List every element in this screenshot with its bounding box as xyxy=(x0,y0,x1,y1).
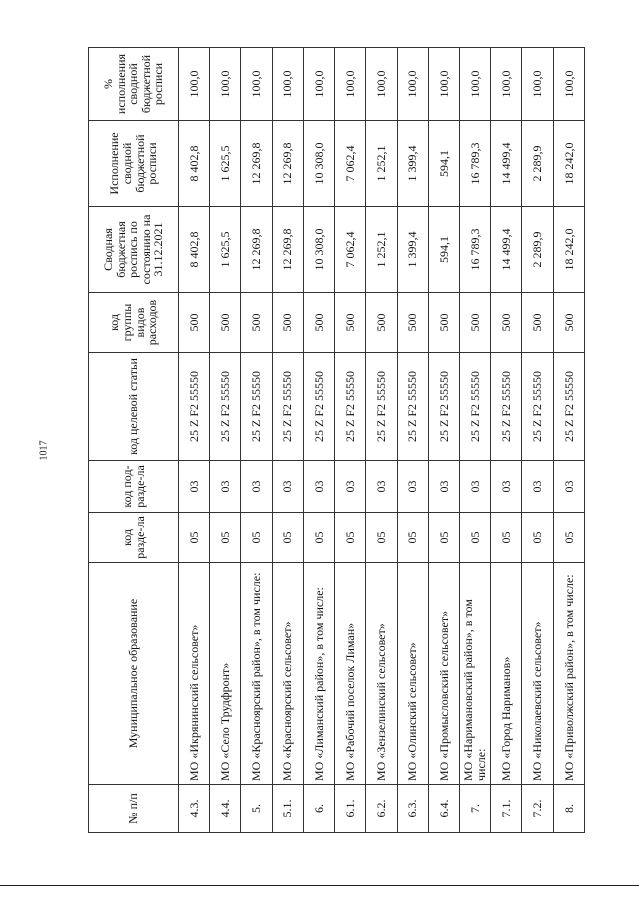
municipality: МО «Красноярский район», в том числе: xyxy=(241,563,272,785)
podrazdel: 03 xyxy=(303,461,334,513)
podrazdel: 03 xyxy=(491,461,522,513)
municipality: МО «Город Нариманов» xyxy=(491,563,522,785)
municipality: МО «Олинский сельсовет» xyxy=(397,563,428,785)
row-num: 6.2. xyxy=(366,785,397,833)
header-num: № п/п xyxy=(89,785,179,833)
table-row xyxy=(553,48,584,833)
pct-value: 100,0 xyxy=(366,48,397,121)
group-code: 500 xyxy=(522,293,553,353)
podrazdel: 03 xyxy=(241,461,272,513)
target-code: 25 Z F2 55550 xyxy=(241,353,272,461)
exec-value: 7 062,4 xyxy=(335,121,366,207)
razdel: 05 xyxy=(366,513,397,563)
table-row xyxy=(459,48,490,833)
group-code: 500 xyxy=(335,293,366,353)
row-num: 5.1. xyxy=(272,785,303,833)
podrazdel: 03 xyxy=(179,461,210,513)
header-pct: % исполнения сводной бюджетной росписи xyxy=(89,48,179,121)
podrazdel: 03 xyxy=(553,461,584,513)
plan-value: 2 289,9 xyxy=(522,207,553,293)
header-razdel: код разде-ла xyxy=(89,513,179,563)
table-row xyxy=(522,48,553,833)
exec-value: 16 789,3 xyxy=(459,121,490,207)
podrazdel: 03 xyxy=(335,461,366,513)
table-row xyxy=(428,48,459,833)
exec-value: 2 289,9 xyxy=(522,121,553,207)
target-code: 25 Z F2 55550 xyxy=(335,353,366,461)
table-row xyxy=(272,48,303,833)
pct-value: 100,0 xyxy=(459,48,490,121)
row-num: 6. xyxy=(303,785,334,833)
target-code: 25 Z F2 55550 xyxy=(397,353,428,461)
razdel: 05 xyxy=(179,513,210,563)
pct-value: 100,0 xyxy=(210,48,241,121)
razdel: 05 xyxy=(272,513,303,563)
target-code: 25 Z F2 55550 xyxy=(491,353,522,461)
table-row xyxy=(397,48,428,833)
table-row xyxy=(366,48,397,833)
exec-value: 18 242,0 xyxy=(553,121,584,207)
row-num: 6.3. xyxy=(397,785,428,833)
row-num: 4.3. xyxy=(179,785,210,833)
plan-value: 10 308,0 xyxy=(303,207,334,293)
pct-value: 100,0 xyxy=(553,48,584,121)
exec-value: 8 402,8 xyxy=(179,121,210,207)
razdel: 05 xyxy=(553,513,584,563)
group-code: 500 xyxy=(553,293,584,353)
municipality: МО «Наримановский район», в том числе: xyxy=(459,563,490,785)
podrazdel: 03 xyxy=(397,461,428,513)
target-code: 25 Z F2 55550 xyxy=(428,353,459,461)
pct-value: 100,0 xyxy=(397,48,428,121)
target-code: 25 Z F2 55550 xyxy=(303,353,334,461)
header-exec: Исполнение сводной бюджетной росписи xyxy=(89,121,179,207)
header-group: код группы видов расходов xyxy=(89,293,179,353)
municipality: МО «Приволжский район», в том числе: xyxy=(553,563,584,785)
municipality: МО «Село Трудфронт» xyxy=(210,563,241,785)
group-code: 500 xyxy=(366,293,397,353)
razdel: 05 xyxy=(303,513,334,563)
row-num: 8. xyxy=(553,785,584,833)
exec-value: 12 269,8 xyxy=(241,121,272,207)
plan-value: 7 062,4 xyxy=(335,207,366,293)
group-code: 500 xyxy=(397,293,428,353)
razdel: 05 xyxy=(210,513,241,563)
podrazdel: 03 xyxy=(272,461,303,513)
pct-value: 100,0 xyxy=(179,48,210,121)
plan-value: 1 625,5 xyxy=(210,207,241,293)
razdel: 05 xyxy=(428,513,459,563)
plan-value: 1 399,4 xyxy=(397,207,428,293)
podrazdel: 03 xyxy=(366,461,397,513)
bottom-rule xyxy=(0,885,639,886)
row-num: 7.2. xyxy=(522,785,553,833)
municipality: МО «Красноярский сельсовет» xyxy=(272,563,303,785)
municipality: МО «Николаевский сельсовет» xyxy=(522,563,553,785)
razdel: 05 xyxy=(459,513,490,563)
table-row xyxy=(210,48,241,833)
row-num: 5. xyxy=(241,785,272,833)
group-code: 500 xyxy=(303,293,334,353)
target-code: 25 Z F2 55550 xyxy=(179,353,210,461)
pct-value: 100,0 xyxy=(272,48,303,121)
razdel: 05 xyxy=(335,513,366,563)
target-code: 25 Z F2 55550 xyxy=(459,353,490,461)
municipality: МО «Рабочий поселок Лиман» xyxy=(335,563,366,785)
razdel: 05 xyxy=(397,513,428,563)
target-code: 25 Z F2 55550 xyxy=(553,353,584,461)
header-podrazdel: код под-разде-ла xyxy=(89,461,179,513)
exec-value: 1 399,4 xyxy=(397,121,428,207)
target-code: 25 Z F2 55550 xyxy=(210,353,241,461)
municipality: МО «Икрянинский сельсовет» xyxy=(179,563,210,785)
plan-value: 594,1 xyxy=(428,207,459,293)
podrazdel: 03 xyxy=(428,461,459,513)
pct-value: 100,0 xyxy=(335,48,366,121)
row-num: 6.1. xyxy=(335,785,366,833)
razdel: 05 xyxy=(522,513,553,563)
municipality: МО «Зензелинский сельсовет» xyxy=(366,563,397,785)
plan-value: 16 789,3 xyxy=(459,207,490,293)
exec-value: 1 252,1 xyxy=(366,121,397,207)
table-row xyxy=(491,48,522,833)
group-code: 500 xyxy=(272,293,303,353)
razdel: 05 xyxy=(241,513,272,563)
exec-value: 10 308,0 xyxy=(303,121,334,207)
exec-value: 12 269,8 xyxy=(272,121,303,207)
budget-table xyxy=(88,47,585,833)
plan-value: 14 499,4 xyxy=(491,207,522,293)
podrazdel: 03 xyxy=(459,461,490,513)
header-row xyxy=(89,48,179,833)
rotated-table-container xyxy=(88,48,585,833)
table-row xyxy=(241,48,272,833)
municipality: МО «Промысловский сельсовет» xyxy=(428,563,459,785)
header-target: код целевой статьи xyxy=(89,353,179,461)
target-code: 25 Z F2 55550 xyxy=(522,353,553,461)
target-code: 25 Z F2 55550 xyxy=(272,353,303,461)
plan-value: 18 242,0 xyxy=(553,207,584,293)
plan-value: 8 402,8 xyxy=(179,207,210,293)
row-num: 7.1. xyxy=(491,785,522,833)
header-municipality: Муниципальное образование xyxy=(89,563,179,785)
table-row xyxy=(179,48,210,833)
pct-value: 100,0 xyxy=(241,48,272,121)
table-row xyxy=(303,48,334,833)
exec-value: 594,1 xyxy=(428,121,459,207)
razdel: 05 xyxy=(491,513,522,563)
podrazdel: 03 xyxy=(522,461,553,513)
plan-value: 1 252,1 xyxy=(366,207,397,293)
group-code: 500 xyxy=(210,293,241,353)
podrazdel: 03 xyxy=(210,461,241,513)
target-code: 25 Z F2 55550 xyxy=(366,353,397,461)
pct-value: 100,0 xyxy=(303,48,334,121)
row-num: 7. xyxy=(459,785,490,833)
pct-value: 100,0 xyxy=(428,48,459,121)
group-code: 500 xyxy=(459,293,490,353)
group-code: 500 xyxy=(179,293,210,353)
table-row xyxy=(335,48,366,833)
municipality: МО «Лиманский район», в том числе: xyxy=(303,563,334,785)
exec-value: 14 499,4 xyxy=(491,121,522,207)
exec-value: 1 625,5 xyxy=(210,121,241,207)
row-num: 6.4. xyxy=(428,785,459,833)
plan-value: 12 269,8 xyxy=(241,207,272,293)
page-number: 1017 xyxy=(38,440,50,461)
row-num: 4.4. xyxy=(210,785,241,833)
pct-value: 100,0 xyxy=(522,48,553,121)
plan-value: 12 269,8 xyxy=(272,207,303,293)
group-code: 500 xyxy=(428,293,459,353)
pct-value: 100,0 xyxy=(491,48,522,121)
group-code: 500 xyxy=(241,293,272,353)
group-code: 500 xyxy=(491,293,522,353)
header-plan: Сводная бюджетная роспись по состоянию на 31.12.2021 xyxy=(89,207,179,293)
